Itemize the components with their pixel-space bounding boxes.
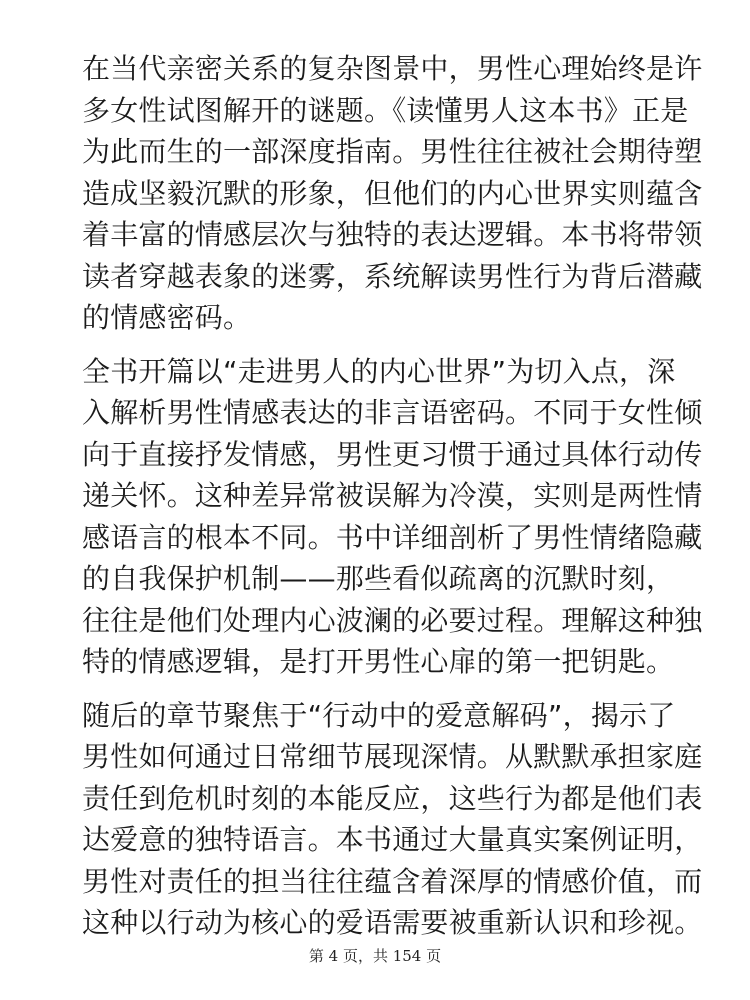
text-line: 读者穿越表象的迷雾，系统解读男性行为背后潜藏 [82,259,703,293]
text-line: 在当代亲密关系的复杂图景中，男性心理始终是许 [82,52,703,85]
text-line: 的自我保护机制——那些看似疏离的沉默时刻， [82,562,675,595]
body-text [82,48,703,956]
paragraph-3 [82,695,703,944]
text-line: 达爱意的独特语言。本书通过大量真实案例证明， [82,823,703,856]
page-number-footer: 第 4 页，共 154 页 [308,947,442,965]
text-line: 男性对责任的担当往往蕴含着深厚的情感价值，而 [82,864,703,898]
text-line: 多女性试图解开的谜题。《读懂男人这本书》正是 [82,93,689,127]
text-line: 感语言的根本不同。书中详细剖析了男性情绪隐藏 [82,520,703,554]
text-line: 向于直接抒发情感，男性更习惯于通过具体行动传 [82,437,703,471]
paragraph-1 [82,48,703,339]
paragraph-2 [82,351,703,683]
text-line: 往往是他们处理内心波澜的必要过程。理解这种独 [82,603,703,637]
text-line: 男性如何通过日常细节展现深情。从默默承担家庭 [82,740,703,773]
text-line: 随后的章节聚焦于“行动中的爱意解码”，揭示了 [82,698,676,732]
text-line: 特的情感逻辑，是打开男性心扉的第一把钥匙。 [82,645,675,678]
text-line: 造成坚毅沉默的形象，但他们的内心世界实则蕴含 [82,176,703,210]
text-line: 责任到危机时刻的本能反应，这些行为都是他们表 [82,781,703,815]
text-line: 为此而生的一部深度指南。男性往往被社会期待塑 [82,135,703,168]
text-line: 着丰富的情感层次与独特的表达逻辑。本书将带领 [82,218,703,251]
text-line: 全书开篇以“走进男人的内心世界”为切入点，深 [82,354,676,388]
text-line: 递关怀。这种差异常被误解为冷漠，实则是两性情 [82,479,703,512]
text-line: 入解析男性情感表达的非言语密码。不同于女性倾 [82,396,703,429]
text-line: 的情感密码。 [82,301,252,334]
text-line: 这种以行动为核心的爱语需要被重新认识和珍视。 [82,906,703,939]
